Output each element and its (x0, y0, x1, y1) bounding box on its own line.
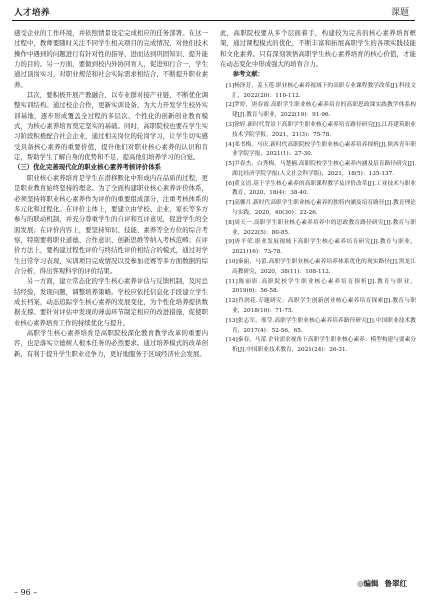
page-header (0, 0, 427, 22)
reference-entry: [10]秦丽，马蕾.高职学生职业核心素养培养体系优化的现实路径[J].黑龙江高教研究，2020，38(11)：108-112. (226, 259, 416, 275)
reference-entry: [12]肖润花.专题研究：高职学生创新创业核心素养培育探索[J].教育与职业，2018(10)：71-75. (226, 298, 416, 315)
body-paragraph: 感受企业的工作环境，并依照情景设定完成相应的任务部署。在这一过程中，教师要随时关注不同学生相关项目的完成情况，对他们技术操作中遇到的问题进行有针对性的指导，进而达到巩固知识、提升能力的目的。另一方面，要做到校内外协同育人，促进知行合一，学生通过顶岗实习，对职业规范和社会实际需求相结合，不断提升职业素养。 (14, 29, 208, 89)
reference-entry: [14]秦春，马蕾.企业需求视角下高职学生职业核心素养：模型构建与要素分析[J].中国职业技术教育，2021(24)：26-31. (226, 337, 416, 354)
reference-entry: [11]陈丽影.高职院校学生职业核心素养培育探析[J].教育与职业，2019(6)：56-58. (226, 278, 416, 295)
reference-entry: [5]尹春杰，白秀梅，马楚楠.高职院校学生核心素养内涵及培育路径研究[J].湖北经济学院学报(人文社会科学版)，2021，18(5)：135-137. (226, 161, 416, 177)
reference-entry: [13]张志军，邢莹.高职学生职业核心素养培养路径研究[J].中国职业技术教育，2017(4)：52-56，65. (226, 317, 416, 334)
reference-entry: [2]罗婷，唐春霞.高职学生职业核心素养培育的高职思政课实践教学体系构建[J].教育与职业，2022(19)：91-96. (226, 102, 416, 119)
editor-label: ◎编辑 (356, 579, 379, 588)
editor-credit (357, 578, 407, 589)
editor-name: 鲁翠红 (384, 579, 407, 588)
section-name: 课题 (390, 8, 409, 18)
page-number: – 96 – (14, 588, 38, 597)
reference-entry: [7]高馨月.新时代高职学生职业核心素养的独特内涵及培育路径[J].教育理论与实践，2020，40(30)：22-26. (226, 200, 416, 217)
reference-entry: [3]徐婷.新时代背景下高职学生职业核心素养培育路径研究[J].江苏建筑职业技术学院学报，2021，21(3)：75-78. (226, 121, 416, 138)
header-rule (12, 20, 415, 21)
reference-entry: [4]邓书梅，马庆.新时代高职院校学生职业核心素养培养探析[J].陕西青年职业学院学报，2021(1)：27-30. (226, 141, 416, 158)
body-paragraph: 职业核心素养培育是学生在潜移默化中形成内在品质的过程，更是职业教育始终坚持的理念。为了全面构建职业核心素养评价体系，必须坚持将职业核心素养作为评价的重要组成部分，注重考核体系的多元化和过程化。在评价主体上，要建立由学校、企业、家长等多方参与的联动机制，并充分尊重学生的自评和互评意见，促进学生的全面发展；在评价内容上，要坚持知识、技能、素养等全方位的综合考察，特别要将职业道德、合作意识、创新思维等纳入考核范畴；在评价方法上，要构建过程性评价与终结性评价相结合的模式，通过对学生日常学习表现、实训项目完成情况以及参加竞赛等多方面数据的综合分析，得出客观科学的评价结果。 (14, 173, 208, 275)
body-paragraph: 其次，要积极开展产教融合，以专业群对接产业链，不断优化调整实训结构。通过校企合作，更新实训设备，为大力开发学生校外实训基地，逐步形成覆盖全过程的多层次、个性化的创新创业教育模式，为核心素养培育奠定坚实的基础。同时，高职院校也要在学生实习阶段积极配合社会企业，通过相关岗位的轮岗学习，让学生切实感受具备核心素养的重要价值，提升他们对职业核心素养的认识和肯定，帮助学生了解自身的优势和不足，提高他们培养学习的自觉。 (14, 91, 208, 162)
body-paragraph: 高职学生核心素养培育是高职院校深化教育教学改革的重要内容，也是落实立德树人根本任务的必然要求。通过培养模式的改革创新，有利于提升学生职业竞争力，更好地服务于区域经济社会发展。 (14, 328, 208, 358)
references-heading: 参考文献： (232, 71, 264, 79)
reference-entry: [9]唐平荣.职业发展视域下高职学生核心素养培育研究[J].教育与职业，2021(16)：73-78. (226, 239, 416, 256)
body-paragraph: 另一方面，建立常态化的学生核心素养评估与反馈机制，及时总结经验，发现问题，调整培养策略。学校应依托信息化手段建立学生成长档案，动态追踪学生核心素养的发展变化，为个性化培养提供数据支撑。要针对评估中发现的薄弱环节制定相应的改进措施，促使职业核心素养培育工作的持续优化与提升。 (14, 277, 208, 327)
left-column (14, 28, 208, 359)
section-subheading: （三）优化完善现代化的职业核心素养考核评价体系 (14, 163, 161, 172)
reference-entry: [1]杨泽芳，姜玉莲.职业核心素养视域下的高职专业课程教学改革[J].科技文汇，2022(20)：110-112. (226, 82, 416, 99)
body-paragraph: 此，高职院校要从多个层面着手，构建较为完善的核心素养培育框架，通过课程模式的优化，不断丰富和拓展高职学生的各项实践技能和文化素养。只有深刻领悟高职学生核心素养培育的核心价值，才能在动态变化中形成强大的培育合力。 (220, 29, 416, 69)
journal-name: 人才培养 (14, 8, 51, 18)
right-column (220, 28, 416, 356)
reference-entry: [8]周天一.高职学生职业核心素养培养中的思政教育路径研究[J].教育与职业，2022(5)：80-85. (226, 219, 416, 236)
reference-entry: [6]黄文清.基于学生核心素养的高职课程教学及评价改革[J].工业技术与职业教育，2020，18(4)：38-40. (226, 180, 416, 197)
